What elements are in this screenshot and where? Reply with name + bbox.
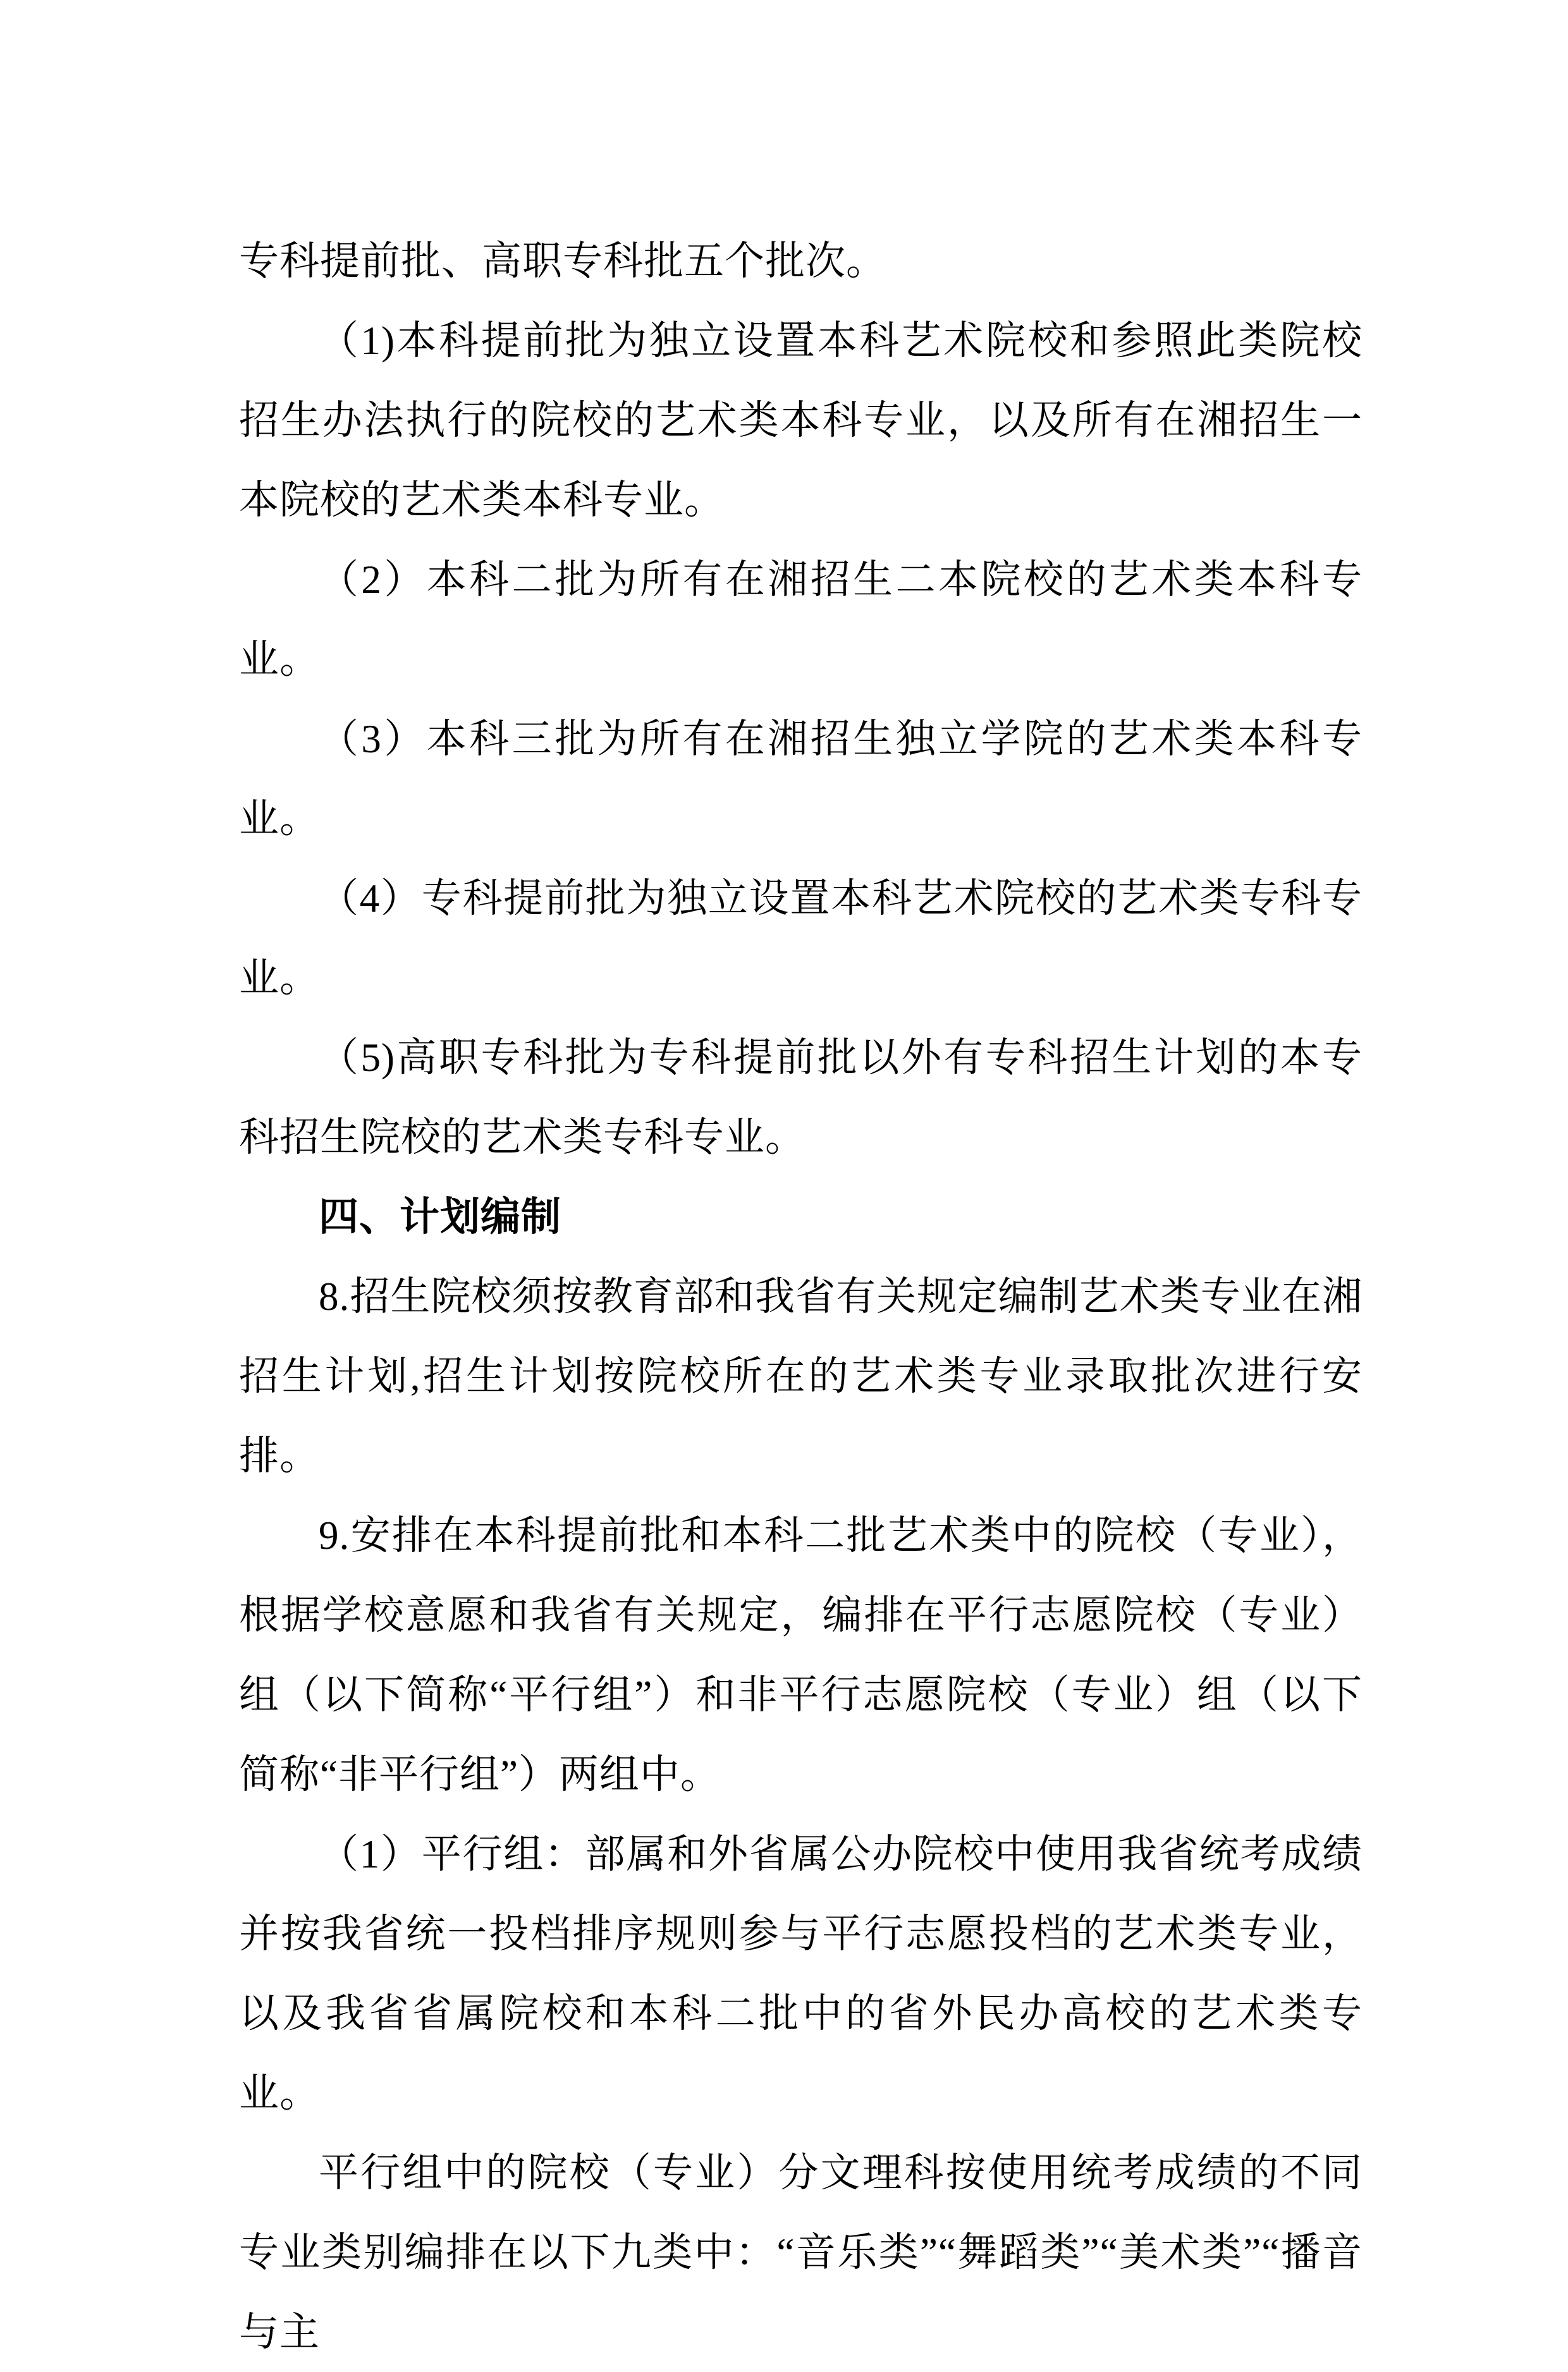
document-body (239, 221, 1363, 2372)
paragraph-continuation: 专科提前批、高职专科批五个批次。 (239, 239, 886, 283)
paragraph-parallel-group: （1）平行组：部属和外省属公办院校中使用我省统考成绩并按我省统一投档排序规则参与平行志愿投档的艺术类专业，以及我省省属院校和本科二批中的省外民办高校的艺术类专业。 (239, 1832, 1363, 2115)
paragraph-item-1: （1)本科提前批为独立设置本科艺术院校和参照此类院校招生办法执行的院校的艺术类本科专业，以及所有在湘招生一本院校的艺术类本科专业。 (239, 319, 1363, 522)
paragraph-item-4: （4）专科提前批为独立设置本科艺术院校的艺术类专科专业。 (239, 876, 1363, 1000)
paragraph-item-3: （3）本科三批为所有在湘招生独立学院的艺术类本科专业。 (239, 717, 1363, 841)
paragraph-item-2: （2）本科二批为所有在湘招生二本院校的艺术类本科专业。 (239, 558, 1363, 682)
paragraph-point-9: 9.安排在本科提前批和本科二批艺术类中的院校（专业），根据学校意愿和我省有关规定，编排在平行志愿院校（专业）组（以下简称“平行组”）和非平行志愿院校（专业）组（以下简称“非平行组”）两组中。 (239, 1513, 1363, 1797)
section-heading: 四、计划编制 (319, 1195, 561, 1239)
paragraph-parallel-group-categories: 平行组中的院校（专业）分文理科按使用统考成绩的不同专业类别编排在以下九类中：“音乐类”“舞蹈类”“美术类”“播音与主 (239, 2151, 1363, 2354)
paragraph-point-8: 8.招生院校须按教育部和我省有关规定编制艺术类专业在湘招生计划,招生计划按院校所在的艺术类专业录取批次进行安排。 (239, 1275, 1363, 1478)
paragraph-item-5: （5)高职专科批为专科提前批以外有专科招生计划的本专科招生院校的艺术类专科专业。 (239, 1036, 1363, 1159)
